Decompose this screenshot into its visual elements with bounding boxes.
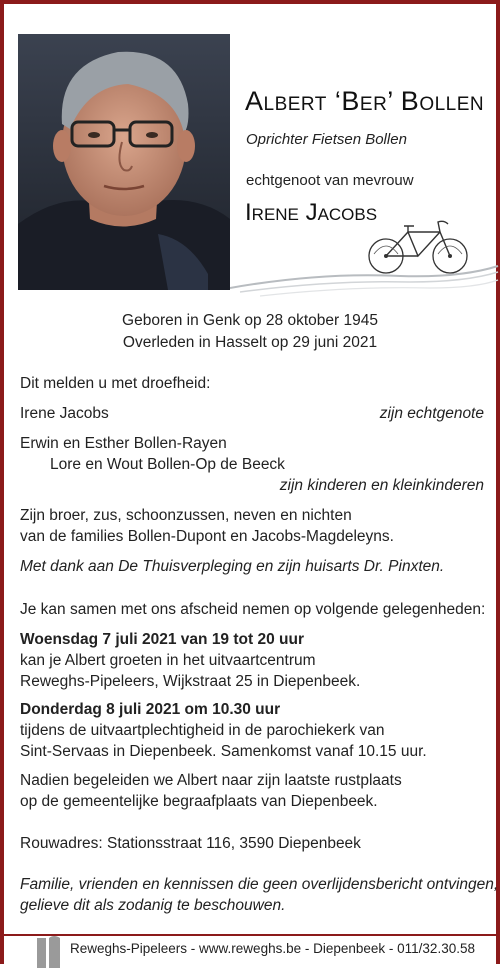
event-1-line2: Reweghs-Pipeleers, Wijkstraat 25 in Diepenbeek. [20, 673, 361, 690]
family-relatives-line1: Zijn broer, zus, schoonzussen, neven en nichten [20, 507, 352, 524]
family-children-line2: Lore en Wout Bollen-Op de Beeck [50, 456, 285, 473]
farewell-intro: Je kan samen met ons afscheid nemen op volgende gelegenheden: [20, 601, 486, 618]
family-relatives-line2: van de families Bollen-Dupont en Jacobs-Magdeleyns. [20, 528, 394, 545]
spouse-name: Irene Jacobs [245, 199, 378, 226]
portrait-illustration [18, 34, 230, 290]
family-spouse-relation: zijn echtgenote [379, 405, 484, 422]
footer-divider [4, 934, 496, 936]
burial-line1: Nadien begeleiden we Albert naar zijn laatste rustplaats [20, 772, 402, 789]
spouse-intro: echtgenoot van mevrouw [246, 172, 414, 189]
event-2-line1: tijdens de uitvaartplechtigheid in de parochiekerk van [20, 722, 385, 739]
note-line2: gelieve dit als zodanig te beschouwen. [20, 897, 286, 914]
announcement: Dit melden u met droefheid: [20, 375, 211, 392]
decorative-swoosh [230, 262, 500, 298]
event-2-when: Donderdag 8 juli 2021 om 10.30 uur [20, 701, 281, 718]
burial-line2: op de gemeentelijke begraafplaats van Diepenbeek. [20, 793, 378, 810]
birth-line: Geboren in Genk op 28 oktober 1945 [122, 312, 378, 329]
family-children-line1: Erwin en Esther Bollen-Rayen [20, 435, 227, 452]
family-spouse-name: Irene Jacobs [20, 405, 109, 422]
family-children-relation: zijn kinderen en kleinkinderen [279, 477, 484, 494]
note-line1: Familie, vrienden en kennissen die geen overlijdensbericht ontvingen, [20, 876, 499, 893]
deceased-name: Albert ‘Ber’ Bollen [245, 86, 485, 116]
portrait-photo [18, 34, 230, 290]
footer-contact: Reweghs-Pipeleers - www.reweghs.be - Diepenbeek - 011/32.30.58 [70, 941, 475, 956]
thanks-line: Met dank aan De Thuisverpleging en zijn huisarts Dr. Pinxten. [20, 558, 445, 575]
mourning-address: Rouwadres: Stationsstraat 116, 3590 Diepenbeek [20, 835, 361, 852]
death-line: Overleden in Hasselt op 29 juni 2021 [122, 334, 378, 351]
event-1-line1: kan je Albert groeten in het uitvaartcentrum [20, 652, 316, 669]
funeral-home-logo-icon [34, 934, 64, 968]
event-1-when: Woensdag 7 juli 2021 van 19 tot 20 uur [20, 631, 304, 648]
deceased-role: Oprichter Fietsen Bollen [246, 131, 407, 148]
event-2-line2: Sint-Servaas in Diepenbeek. Samenkomst vanaf 10.15 uur. [20, 743, 427, 760]
